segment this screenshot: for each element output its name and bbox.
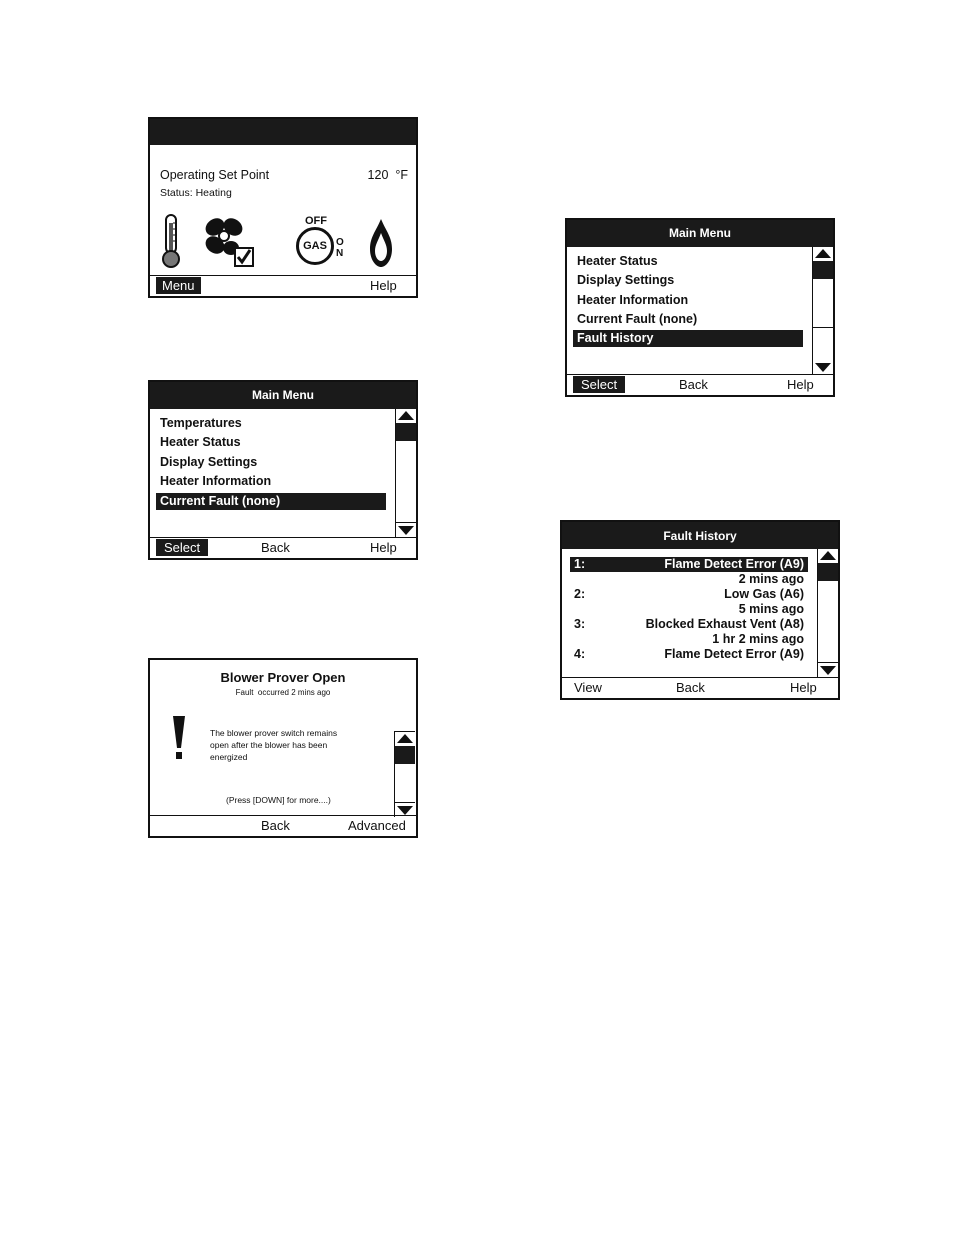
- scroll-up-arrow-icon[interactable]: [396, 409, 416, 424]
- thermometer-icon: [160, 213, 182, 269]
- main-menu-title: Main Menu: [567, 220, 833, 247]
- setpoint-number: 120: [367, 168, 389, 182]
- fault-history-row: [570, 572, 808, 587]
- status-text: Status: Heating: [160, 187, 232, 199]
- gas-on-n: N: [336, 248, 344, 259]
- scroll-down-arrow-icon[interactable]: [396, 522, 416, 537]
- menu-item-heater-information[interactable]: Heater Information: [577, 293, 689, 307]
- fault-subtitle: Fault occurred 2 mins ago: [235, 688, 331, 697]
- scroll-up-arrow-icon[interactable]: [818, 549, 838, 564]
- scroll-thumb[interactable]: [396, 423, 416, 441]
- help-softkey[interactable]: Help: [370, 540, 397, 555]
- gas-on-label: [336, 237, 344, 259]
- scrollbar[interactable]: [812, 247, 833, 374]
- fault-number: 2:: [574, 587, 586, 601]
- menu-item-heater-status[interactable]: Heater Status: [577, 254, 658, 268]
- view-softkey[interactable]: View: [574, 680, 602, 695]
- menu-softkey-bar-b: [567, 374, 833, 395]
- help-softkey[interactable]: Help: [787, 377, 814, 392]
- fault-description-line1: The blower prover switch remains: [210, 728, 338, 738]
- fault-history-list: [562, 549, 838, 677]
- scrollbar[interactable]: [394, 731, 415, 817]
- fault-text: Blocked Exhaust Vent (A8): [645, 617, 804, 631]
- fault-number: 4:: [574, 647, 586, 661]
- scroll-down-arrow-icon[interactable]: [818, 662, 838, 677]
- back-softkey[interactable]: Back: [261, 540, 290, 555]
- fault-history-row: [570, 632, 808, 647]
- fault-history-row[interactable]: [570, 587, 808, 602]
- scroll-up-arrow-icon[interactable]: [395, 732, 415, 747]
- flame-icon: [368, 217, 394, 269]
- more-hint: (Press [DOWN] for more....): [226, 795, 331, 805]
- gas-on-o: O: [336, 237, 344, 248]
- fault-title: Blower Prover Open: [220, 670, 346, 685]
- setpoint-label: Operating Set Point: [160, 168, 270, 182]
- scroll-track-divider: [813, 327, 833, 328]
- select-softkey[interactable]: Select: [573, 376, 625, 393]
- scroll-thumb[interactable]: [813, 261, 833, 279]
- exclamation-icon: [172, 714, 186, 762]
- fault-description-line2: open after the blower has been: [210, 740, 328, 750]
- menu-item-temperatures[interactable]: Temperatures: [160, 416, 242, 430]
- fault-number: 3:: [574, 617, 586, 631]
- main-menu-screen-a: [148, 380, 418, 560]
- status-softkey-bar: [150, 275, 416, 296]
- scrollbar[interactable]: [395, 409, 416, 537]
- scroll-thumb[interactable]: [395, 746, 415, 764]
- setpoint-unit: °F: [395, 168, 408, 182]
- fault-time: 1 hr 2 mins ago: [712, 632, 804, 646]
- menu-item-current-fault[interactable]: Current Fault (none): [156, 493, 386, 510]
- fault-number: 1:: [574, 557, 586, 571]
- fault-scroll-region: [394, 731, 416, 817]
- menu-softkey-bar-a: [150, 537, 416, 558]
- back-softkey[interactable]: Back: [261, 818, 290, 833]
- fault-history-row: [570, 602, 808, 617]
- fault-history-row[interactable]: [570, 617, 808, 632]
- menu-item-fault-history[interactable]: Fault History: [573, 330, 803, 347]
- gas-off-label: OFF: [305, 215, 327, 227]
- fault-detail-screen: [148, 658, 418, 838]
- advanced-softkey[interactable]: Advanced: [348, 818, 406, 833]
- fault-history-title: Fault History: [562, 522, 838, 549]
- back-softkey[interactable]: Back: [679, 377, 708, 392]
- main-menu-list-b: [567, 247, 833, 374]
- fault-text: Low Gas (A6): [724, 587, 804, 601]
- select-softkey[interactable]: Select: [156, 539, 208, 556]
- fault-time: 2 mins ago: [738, 572, 804, 586]
- menu-softkey[interactable]: Menu: [156, 277, 201, 294]
- checkbox-checked-icon: [234, 247, 254, 267]
- main-menu-screen-b: [565, 218, 835, 397]
- fault-description-line3: energized: [210, 752, 248, 762]
- menu-item-display-settings[interactable]: Display Settings: [160, 455, 258, 469]
- fault-time: 5 mins ago: [738, 602, 804, 616]
- fault-softkey-bar: [150, 815, 416, 836]
- scrollbar[interactable]: [817, 549, 838, 677]
- main-menu-list-a: [150, 409, 416, 537]
- back-softkey[interactable]: Back: [676, 680, 705, 695]
- help-softkey[interactable]: Help: [370, 278, 397, 293]
- scroll-thumb[interactable]: [818, 563, 838, 581]
- fault-history-row[interactable]: [570, 647, 808, 662]
- menu-item-display-settings[interactable]: Display Settings: [577, 273, 675, 287]
- scroll-up-arrow-icon[interactable]: [813, 247, 833, 262]
- menu-item-heater-status[interactable]: Heater Status: [160, 435, 241, 449]
- fault-history-screen: [560, 520, 840, 700]
- status-title-bar: [150, 119, 416, 145]
- menu-item-heater-information[interactable]: Heater Information: [160, 474, 272, 488]
- status-screen: [148, 117, 418, 298]
- gas-label: GAS: [303, 240, 327, 252]
- fault-history-softkey-bar: [562, 677, 838, 698]
- setpoint-value: [368, 168, 408, 182]
- menu-item-current-fault[interactable]: Current Fault (none): [577, 312, 698, 326]
- fault-history-row[interactable]: [570, 557, 808, 572]
- gas-valve-icon: [296, 227, 334, 265]
- fault-text: Flame Detect Error (A9): [664, 557, 804, 571]
- help-softkey[interactable]: Help: [790, 680, 817, 695]
- main-menu-title: Main Menu: [150, 382, 416, 409]
- scroll-down-arrow-icon[interactable]: [813, 360, 833, 374]
- fault-text: Flame Detect Error (A9): [664, 647, 804, 661]
- fault-description: [210, 727, 337, 763]
